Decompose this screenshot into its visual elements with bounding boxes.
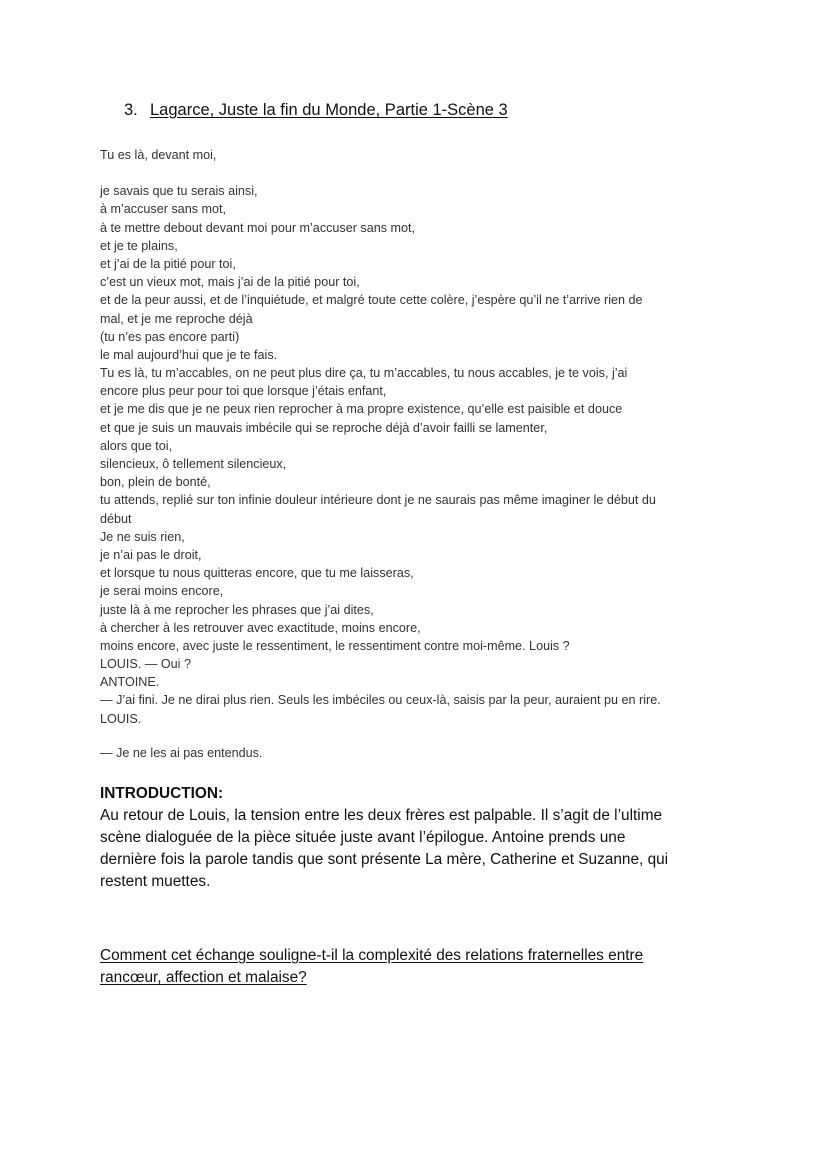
excerpt-opening-line: Tu es là, devant moi,	[100, 148, 217, 162]
excerpt-line: encore plus peur pour toi que lorsque j’étais enfant,	[100, 384, 387, 399]
excerpt-line: — J’ai fini. Je ne dirai plus rien. Seuls les imbéciles ou ceux-là, saisis par la peur, auraient pu en rire.	[100, 693, 661, 708]
excerpt-line: à m’accuser sans mot,	[100, 202, 226, 217]
excerpt-line: je savais que tu serais ainsi,	[100, 184, 258, 199]
excerpt-line: Je ne suis rien,	[100, 529, 185, 544]
excerpt-line: LOUIS. — Oui ?	[100, 657, 191, 672]
excerpt-line: (tu n’es pas encore parti)	[100, 329, 240, 344]
introduction-line: dernière fois la parole tandis que sont présente La mère, Catherine et Suzanne, qui	[100, 851, 669, 868]
excerpt-line: alors que toi,	[100, 438, 173, 453]
excerpt-line: silencieux, ô tellement silencieux,	[100, 457, 287, 471]
introduction-line: Au retour de Louis, la tension entre les deux frères est palpable. Il s’agit de l’ultime	[100, 807, 663, 824]
excerpt-line: et que je suis un mauvais imbécile qui se reproche déjà d’avoir failli se lamenter,	[100, 420, 548, 435]
section-title: Lagarce, Juste la fin du Monde, Partie 1-Scène 3	[150, 101, 508, 119]
section-heading	[124, 100, 508, 120]
excerpt-line: je serai moins encore,	[100, 584, 224, 599]
excerpt-line: tu attends, replié sur ton infinie douleur intérieure dont je ne saurais pas même imaginer le début du	[100, 493, 656, 508]
excerpt-line: début	[100, 511, 132, 526]
excerpt-line: et je me dis que je ne peux rien reprocher à ma propre existence, qu’elle est paisible et douce	[100, 402, 623, 417]
excerpt-line: à te mettre debout devant moi pour m’accuser sans mot,	[100, 220, 415, 235]
excerpt-line: ANTOINE.	[100, 675, 160, 690]
excerpt-line: et de la peur aussi, et de l’inquiétude, et malgré toute cette colère, j’espère qu’il ne t’arrive rien de	[100, 293, 643, 308]
excerpt-line: bon, plein de bonté,	[100, 475, 211, 490]
problematique-section	[100, 945, 740, 989]
excerpt-line: je n’ai pas le droit,	[100, 547, 202, 562]
excerpt-closing-line: — Je ne les ai pas entendus.	[100, 745, 263, 760]
excerpt-line: moins encore, avec juste le ressentiment, le ressentiment contre moi-même. Louis ?	[100, 638, 570, 653]
introduction-section	[100, 783, 740, 893]
problematique-line: Comment cet échange souligne-t-il la complexité des relations fraternelles entre	[100, 947, 644, 964]
excerpt-line: Tu es là, tu m’accables, on ne peut plus dire ça, tu m’accables, tu nous accables, je te vois, j’ai	[100, 366, 628, 381]
excerpt-line: le mal aujourd’hui que je te fais.	[100, 347, 278, 362]
excerpt-line: mal, et je me reproche déjà	[100, 311, 253, 326]
problematique-line: rancœur, affection et malaise?	[100, 969, 307, 986]
excerpt-line: c’est un vieux mot, mais j’ai de la pitié pour toi,	[100, 275, 360, 290]
introduction-line: restent muettes.	[100, 873, 211, 890]
play-excerpt	[100, 146, 740, 762]
excerpt-line: et j’ai de la pitié pour toi,	[100, 256, 236, 271]
excerpt-line: et je te plains,	[100, 238, 178, 253]
excerpt-line: juste là à me reprocher les phrases que j’ai dites,	[100, 602, 374, 617]
introduction-line: scène dialoguée de la pièce située juste avant l’épilogue. Antoine prends une	[100, 829, 626, 846]
excerpt-line: LOUIS.	[100, 711, 142, 726]
excerpt-line: à chercher à les retrouver avec exactitude, moins encore,	[100, 620, 421, 635]
introduction-title: INTRODUCTION:	[100, 785, 224, 802]
excerpt-line: et lorsque tu nous quitteras encore, que tu me laisseras,	[100, 566, 414, 581]
section-number: 3.	[124, 101, 138, 119]
